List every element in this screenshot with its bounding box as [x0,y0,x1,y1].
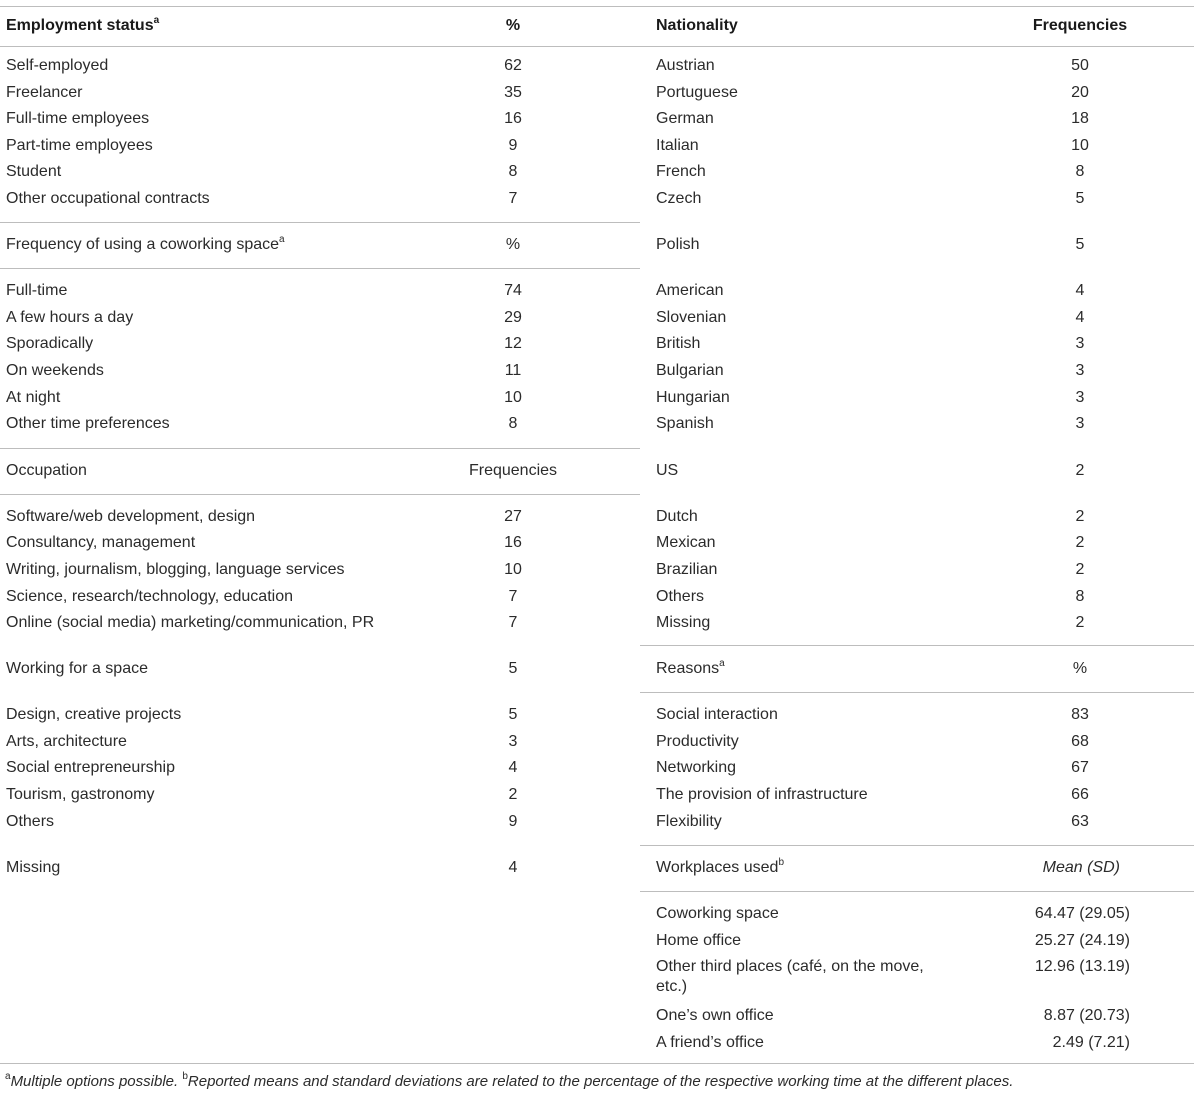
table-row-label [6,659,148,679]
right-rule [640,891,1194,892]
table-row-value: 7 [508,614,518,631]
table-row-label [6,507,255,527]
table-row-value: 3 [1075,335,1085,352]
table-row-label [656,83,738,103]
right-rule [640,845,1194,846]
table-row-value: 18 [1071,110,1089,127]
table-row-value: 4 [508,759,518,776]
table-row-value: 67 [1071,759,1089,776]
row-label-text: Social entrepreneurship [6,759,175,776]
row-label-text: Others [6,813,55,830]
row-label-text: Other occupational contracts [6,190,210,207]
header-label-text: Reasons [656,660,720,677]
table-row-label [656,189,701,209]
row-label-text: At night [6,389,61,406]
table-row-label [6,136,153,156]
table-row-value: 7 [508,588,518,605]
table-row-label [656,136,699,156]
row-label-text: Sporadically [6,335,94,352]
table-row-label [656,361,724,381]
table-row-value: 63 [1071,813,1089,830]
row-label-text: Missing [656,614,711,631]
row-label-text: Social interaction [656,706,778,723]
table-row-label [6,56,108,76]
column-header-value: Frequencies [1032,17,1128,34]
row-label-text: Polish [656,236,700,253]
table-row-value: 2.49 (7.21) [1052,1034,1130,1051]
table-row-label [656,785,868,805]
table-row-label [6,812,54,832]
table-row-value: 11 [504,362,522,379]
table-row-value: 5 [508,706,518,723]
table-row-value: 2 [1075,462,1085,479]
table-row-value: 20 [1071,84,1089,101]
table-row-label [656,758,736,778]
table-row-label [656,56,715,76]
row-label-text: Home office [656,932,742,949]
table-row-value: 68 [1071,733,1089,750]
row-label-text: The provision of infrastructure [656,786,868,803]
footnote-b-text: Reported means and standard deviations are related to the percentage of the respective working time at the different places. [187,1073,1014,1090]
row-label-text: Missing [6,859,61,876]
table-row-label [656,162,706,182]
row-label-text: Italian [656,137,699,154]
table-row-value: 16 [504,534,522,551]
left-rule [0,448,640,449]
table-row-label [656,1033,764,1053]
left-rule [0,494,640,495]
header-footnote-mark: b [778,856,784,868]
table-row-label [656,560,717,580]
table-row-value: 5 [1075,190,1085,207]
row-label-text: Other third places (café, on the move, [656,958,924,975]
table-row-label [6,613,374,633]
table-row-value: 12 [504,335,522,352]
row-label-text: Portuguese [656,84,738,101]
table-row-value: 64.47 (29.05) [1034,905,1130,922]
table-row-label [656,281,724,301]
table-row-label [656,308,726,328]
row-label-text: Arts, architecture [6,733,127,750]
table-row-label [656,587,704,607]
table-row-value: 12.96 (13.19) [1034,958,1130,975]
header-label-text: Employment status [6,17,154,34]
table-row-label [6,162,61,182]
left-rule [0,6,640,7]
right-rule [640,6,1194,7]
column-header-label [656,858,784,878]
header-footnote-mark: a [153,14,160,26]
row-label-text: A friend’s office [656,1034,764,1051]
table-row-label [656,109,714,129]
table-row-value: 4 [1075,309,1085,326]
header-label-text: Occupation [6,462,87,479]
column-header-value: % [1072,660,1088,677]
row-label-text: Mexican [656,534,716,551]
row-label-text: Networking [656,759,737,776]
header-footnote-mark: a [279,233,285,245]
row-label-text: Others [656,588,705,605]
column-header-label [6,461,87,481]
row-label-text: American [656,282,724,299]
row-label-text: Hungarian [656,389,730,406]
table-row-value: 8 [508,415,518,432]
row-label-text: A few hours a day [6,309,134,326]
table-row-label [656,235,700,255]
row-label-text: Dutch [656,508,698,525]
footnote-a-mark: a [5,1071,11,1082]
column-header-label [6,16,159,36]
row-label-text: Online (social media) marketing/communication, PR [6,614,375,631]
row-label-text: Tourism, gastronomy [6,786,155,803]
table-footnote [5,1072,1013,1092]
table-row-value: 74 [504,282,522,299]
table-row-label [6,388,60,408]
row-label-text: Austrian [656,57,715,74]
table-row-value: 16 [504,110,522,127]
row-label-text: French [656,163,706,180]
row-label-text: Part-time employees [6,137,153,154]
row-label-text: US [656,462,679,479]
table-row-value: 10 [1071,137,1089,154]
column-header-value: Mean (SD) [1042,859,1120,876]
table-row-label [656,388,730,408]
row-label-text: Bulgarian [656,362,724,379]
column-header-value: % [505,17,521,34]
table-row-label [6,858,60,878]
table-row-label [6,732,127,752]
row-label-text: Working for a space [6,660,148,677]
table-row-label [6,587,293,607]
table-row-value: 2 [1075,508,1085,525]
table-row-label [6,189,210,209]
left-rule [0,268,640,269]
table-row-label [656,812,722,832]
table-row-label [656,931,741,951]
row-label-text: Student [6,163,62,180]
table-row-label [656,904,779,924]
table-row-value: 4 [508,859,518,876]
bottom-rule [0,1063,1194,1064]
table-row-value: 8.87 (20.73) [1043,1007,1130,1024]
row-label-text: German [656,110,714,127]
table-row-label [656,414,714,434]
table-row-value: 3 [1075,389,1085,406]
row-label-text: Slovenian [656,309,727,326]
table-row-value: 8 [508,163,518,180]
column-header-value: Frequencies [468,462,558,479]
table-row-label [656,507,698,527]
table-row-label [656,533,716,553]
row-label-text: Full-time employees [6,110,150,127]
column-header-label [656,16,738,36]
table-row-value: 3 [1075,362,1085,379]
row-label-text: Software/web development, design [6,508,256,525]
right-rule [640,46,1194,47]
table-row-value: 29 [504,309,522,326]
left-rule [0,222,640,223]
table-row-value: 2 [1075,614,1085,631]
table-row-label [6,560,345,580]
table-row-label [6,308,133,328]
right-rule [640,645,1194,646]
row-label-text: Flexibility [656,813,722,830]
column-header-value: % [505,236,521,253]
table-row-value: 7 [508,190,518,207]
row-label-text-continued: etc.) [656,978,688,995]
column-header-label [6,235,285,255]
table-row-label [6,361,104,381]
table-row-value: 2 [508,786,518,803]
table-row-label [6,281,67,301]
table-row-label [656,705,778,725]
left-rule [0,46,640,47]
column-header-label [656,659,725,679]
table-row-value: 2 [1075,561,1085,578]
table-row-label [6,758,175,778]
row-label-text: Productivity [656,733,739,750]
footnote-a-text: Multiple options possible. [10,1073,179,1090]
row-label-text: Brazilian [656,561,718,578]
table-row-value: 27 [504,508,522,525]
row-label-text: Freelancer [6,84,83,101]
table-row-label [6,705,181,725]
table-row-label [656,732,739,752]
header-footnote-mark: a [719,657,725,669]
row-label-text: Spanish [656,415,714,432]
header-label-text: Nationality [656,17,738,34]
table-row-value: 9 [508,813,518,830]
table-row-value: 3 [508,733,518,750]
row-label-text: Full-time [6,282,68,299]
table-row-value: 8 [1075,163,1085,180]
table-row-label [656,957,924,997]
table-row-value: 2 [1075,534,1085,551]
header-label-text: Frequency of using a coworking space [6,236,280,253]
table-row-label [656,461,678,481]
table-row-label [6,785,155,805]
table-row-value: 10 [504,561,522,578]
table-row-label [656,613,710,633]
row-label-text: Self-employed [6,57,109,74]
row-label-text: Czech [656,190,702,207]
table-row-value: 66 [1071,786,1089,803]
table-row-label [6,83,82,103]
table-row-value: 62 [504,57,522,74]
table-row-value: 5 [1075,236,1085,253]
table-row-value: 9 [508,137,518,154]
table-row-value: 10 [504,389,522,406]
table-row-value: 25.27 (24.19) [1034,932,1130,949]
row-label-text: British [656,335,701,352]
table-row-value: 35 [504,84,522,101]
table-row-label [656,1006,774,1026]
table-row-label [6,109,149,129]
table-row-label [656,334,700,354]
row-label-text: Science, research/technology, education [6,588,293,605]
table-row-value: 4 [1075,282,1085,299]
header-label-text: Workplaces used [656,859,779,876]
table-row-value: 3 [1075,415,1085,432]
right-rule [640,692,1194,693]
row-label-text: On weekends [6,362,104,379]
table-row-value: 50 [1071,57,1089,74]
table-row-value: 5 [508,660,518,677]
footnote-b-mark: b [182,1071,188,1082]
row-label-text: Consultancy, management [6,534,196,551]
table-row-label [6,334,93,354]
table-row-value: 83 [1071,706,1089,723]
row-label-text: Other time preferences [6,415,170,432]
row-label-text: Design, creative projects [6,706,182,723]
table-row-label [6,414,170,434]
row-label-text: One’s own office [656,1007,774,1024]
row-label-text: Writing, journalism, blogging, language services [6,561,345,578]
table-row-label [6,533,195,553]
table-row-value: 8 [1075,588,1085,605]
row-label-text: Coworking space [656,905,779,922]
